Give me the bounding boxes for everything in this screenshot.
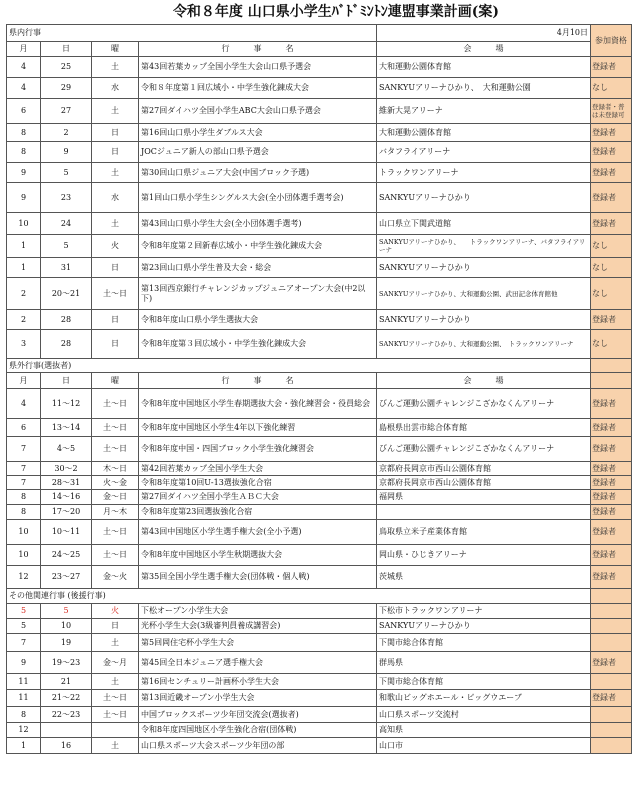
cell-qualification: 登録者 <box>591 419 632 437</box>
cell-day: 17～20 <box>41 505 92 520</box>
cell-event: 令和8年度第３回広域小・中学生強化錬成大会 <box>139 330 377 359</box>
cell-venue: バタフライアリーナ <box>377 142 591 163</box>
cell-day: 19 <box>41 634 92 652</box>
cell-venue: 大和運動公園体育館 <box>377 57 591 78</box>
cell-weekday: 土～日 <box>92 419 139 437</box>
cell-month: 7 <box>7 476 41 490</box>
cell-qualification: 登録者 <box>591 310 632 330</box>
cell-event: 第13回西京銀行チャレンジカップジュニアオープン大会(中2以下) <box>139 278 377 310</box>
qualification-cell <box>591 589 632 604</box>
cell-weekday: 金～月 <box>92 652 139 674</box>
cell-qualification: 登録者 <box>591 57 632 78</box>
cell-month: 4 <box>7 78 41 99</box>
cell-qualification <box>591 674 632 690</box>
cell-qualification <box>591 604 632 619</box>
cell-venue: 京都府長岡京市西山公園体育館 <box>377 476 591 490</box>
cell-qualification: 登録者 <box>591 490 632 505</box>
event-row <box>7 723 632 738</box>
event-row <box>7 566 632 589</box>
cell-qualification: 登録者 <box>591 142 632 163</box>
event-row <box>7 690 632 707</box>
cell-day: 10 <box>41 619 92 634</box>
cell-month: 9 <box>7 652 41 674</box>
cell-qualification: 登録者 <box>591 652 632 674</box>
cell-event: 令和8年度第23回選抜強化合宿 <box>139 505 377 520</box>
cell-day: 28～31 <box>41 476 92 490</box>
event-row <box>7 278 632 310</box>
cell-month: 2 <box>7 310 41 330</box>
cell-weekday: 土～日 <box>92 707 139 723</box>
cell-event: 第45回全日本ジュニア選手権大会 <box>139 652 377 674</box>
cell-day: 27 <box>41 99 92 124</box>
event-row <box>7 330 632 359</box>
cell-venue: SANKYUアリーナひかり、 大和運動公園 <box>377 78 591 99</box>
event-row <box>7 57 632 78</box>
cell-month: 5 <box>7 604 41 619</box>
cell-month: 9 <box>7 163 41 183</box>
cell-qualification: なし <box>591 78 632 99</box>
cell-month: 7 <box>7 462 41 476</box>
cell-day: 24～25 <box>41 545 92 566</box>
col-header-day: 日 <box>41 373 92 389</box>
event-row <box>7 520 632 545</box>
cell-event: 令和8年度中国・四国ブロック小学生強化練習会 <box>139 437 377 462</box>
cell-day: 29 <box>41 78 92 99</box>
cell-day: 31 <box>41 258 92 278</box>
cell-venue: SANKYUアリーナひかり、大和運動公園、武田記念体育館他 <box>377 278 591 310</box>
cell-month: 8 <box>7 490 41 505</box>
cell-day: 20～21 <box>41 278 92 310</box>
event-row <box>7 258 632 278</box>
event-row <box>7 99 632 124</box>
cell-event: 第23回山口県小学生普及大会・総会 <box>139 258 377 278</box>
cell-event: 光杯小学生大会(3級審判員養成講習会) <box>139 619 377 634</box>
cell-qualification: 登録者 <box>591 213 632 235</box>
cell-event: 第42回若葉カップ全国小学生大会 <box>139 462 377 476</box>
cell-qualification: 登録者 <box>591 124 632 142</box>
cell-weekday: 土 <box>92 674 139 690</box>
cell-month: 12 <box>7 723 41 738</box>
cell-month: 8 <box>7 124 41 142</box>
cell-venue: SANKYUアリーナひかり、 トラックワンアリーナ、バタフライアリーナ <box>377 235 591 258</box>
cell-event: 第27回ダイハツ全国小学生ABC大会山口県予選会 <box>139 99 377 124</box>
cell-event: 令和8年度中国地区小学生秋期選抜大会 <box>139 545 377 566</box>
event-row <box>7 738 632 754</box>
cell-event: 第43回山口県小学生大会(全小団体選手選考) <box>139 213 377 235</box>
cell-event: 令和8年度第２回新春広域小・中学生強化錬成大会 <box>139 235 377 258</box>
cell-day: 22～23 <box>41 707 92 723</box>
event-row <box>7 183 632 213</box>
cell-day: 16 <box>41 738 92 754</box>
col-header-venue: 会 場 <box>377 373 591 389</box>
cell-qualification <box>591 723 632 738</box>
cell-venue <box>377 505 591 520</box>
column-header-row <box>7 42 632 57</box>
column-header-row <box>7 373 632 389</box>
cell-weekday: 土 <box>92 99 139 124</box>
cell-venue: 島根県出雲市総合体育館 <box>377 419 591 437</box>
cell-qualification: 登録者 <box>591 476 632 490</box>
cell-qualification: 登録者 <box>591 389 632 419</box>
cell-weekday: 土～日 <box>92 690 139 707</box>
event-row <box>7 235 632 258</box>
event-row <box>7 707 632 723</box>
schedule-body <box>7 25 632 754</box>
cell-venue: 下関市総合体育館 <box>377 674 591 690</box>
cell-venue: 京都府長岡京市西山公園体育館 <box>377 462 591 476</box>
cell-month: 10 <box>7 545 41 566</box>
cell-month: 8 <box>7 707 41 723</box>
cell-day: 25 <box>41 57 92 78</box>
cell-event: 第30回山口県ジュニア大会(中国ブロック予選) <box>139 163 377 183</box>
cell-weekday: 土～日 <box>92 437 139 462</box>
cell-weekday: 土～日 <box>92 278 139 310</box>
cell-qualification: 登録者 <box>591 163 632 183</box>
cell-weekday: 日 <box>92 258 139 278</box>
cell-qualification <box>591 634 632 652</box>
cell-qualification: 登録者 <box>591 462 632 476</box>
cell-qualification: なし <box>591 278 632 310</box>
cell-weekday: 火 <box>92 604 139 619</box>
event-row <box>7 652 632 674</box>
col-header-weekday: 曜 <box>92 42 139 57</box>
cell-venue: SANKYUアリーナひかり、大和運動公園、 トラックワンアリーナ <box>377 330 591 359</box>
col-header-event: 行 事 名 <box>139 42 377 57</box>
cell-weekday: 土～日 <box>92 545 139 566</box>
cell-month: 11 <box>7 674 41 690</box>
cell-weekday: 土～日 <box>92 520 139 545</box>
cell-day: 9 <box>41 142 92 163</box>
cell-weekday: 水 <box>92 78 139 99</box>
cell-event: 第43回若葉カップ全国小学生大会山口県予選会 <box>139 57 377 78</box>
cell-qualification: 登録者 <box>591 545 632 566</box>
cell-day: 30～2 <box>41 462 92 476</box>
cell-qualification: 登録者 <box>591 566 632 589</box>
cell-day: 5 <box>41 235 92 258</box>
cell-day: 28 <box>41 310 92 330</box>
event-row <box>7 462 632 476</box>
cell-venue: 岡山県・ひじきアリーナ <box>377 545 591 566</box>
cell-event: 第1回山口県小学生シングルス大会(全小団体選手選考会) <box>139 183 377 213</box>
section-row <box>7 359 632 373</box>
event-row <box>7 419 632 437</box>
cell-month: 8 <box>7 505 41 520</box>
event-row <box>7 78 632 99</box>
cell-month: 12 <box>7 566 41 589</box>
cell-day: 2 <box>41 124 92 142</box>
cell-qualification <box>591 707 632 723</box>
cell-month: 10 <box>7 213 41 235</box>
cell-venue: SANKYUアリーナひかり <box>377 258 591 278</box>
cell-day: 13～14 <box>41 419 92 437</box>
cell-month: 9 <box>7 183 41 213</box>
cell-event: 令和8年度四国地区小学生強化合宿(団体戦) <box>139 723 377 738</box>
cell-weekday: 日 <box>92 330 139 359</box>
schedule-table <box>6 24 632 754</box>
cell-event: 中国ブロックスポーツ少年団交流会(選抜者) <box>139 707 377 723</box>
cell-event: 第16回センチュリー計画杯小学生大会 <box>139 674 377 690</box>
event-row <box>7 437 632 462</box>
cell-venue: SANKYUアリーナひかり <box>377 310 591 330</box>
cell-qualification: 登録者・普は未登録可 <box>591 99 632 124</box>
cell-qualification: 登録者 <box>591 183 632 213</box>
cell-venue: 茨城県 <box>377 566 591 589</box>
cell-day: 28 <box>41 330 92 359</box>
event-row <box>7 389 632 419</box>
cell-weekday: 日 <box>92 310 139 330</box>
cell-weekday: 金～火 <box>92 566 139 589</box>
event-row <box>7 490 632 505</box>
event-row <box>7 310 632 330</box>
cell-venue: 福岡県 <box>377 490 591 505</box>
cell-venue: 下関市総合体育館 <box>377 634 591 652</box>
cell-weekday: 木～日 <box>92 462 139 476</box>
cell-event: 第43回中国地区小学生選手権大会(全小予選) <box>139 520 377 545</box>
cell-event: 第5回岡住宅杯小学生大会 <box>139 634 377 652</box>
cell-venue: SANKYUアリーナひかり <box>377 183 591 213</box>
event-row <box>7 619 632 634</box>
cell-venue: SANKYUアリーナひかり <box>377 619 591 634</box>
event-row <box>7 674 632 690</box>
cell-event: 第16回山口県小学生ダブルス大会 <box>139 124 377 142</box>
cell-event: 第35回全国小学生選手権大会(団体戦・個人戦) <box>139 566 377 589</box>
cell-qualification: なし <box>591 258 632 278</box>
cell-event: 令和8年度第10回U-13選抜強化合宿 <box>139 476 377 490</box>
cell-weekday: 土 <box>92 57 139 78</box>
cell-event: 下松オープン小学生大会 <box>139 604 377 619</box>
event-row <box>7 634 632 652</box>
cell-qualification: 登録者 <box>591 520 632 545</box>
qualification-cell <box>591 373 632 389</box>
section-row <box>7 25 632 42</box>
event-row <box>7 545 632 566</box>
cell-weekday: 日 <box>92 142 139 163</box>
section-spacer <box>139 359 591 373</box>
col-header-day: 日 <box>41 42 92 57</box>
cell-weekday: 土 <box>92 213 139 235</box>
event-row <box>7 163 632 183</box>
section-row <box>7 589 632 604</box>
cell-event: 第13回近畿オープン小学生大会 <box>139 690 377 707</box>
cell-day: 14～16 <box>41 490 92 505</box>
event-row <box>7 604 632 619</box>
cell-venue: 高知県 <box>377 723 591 738</box>
qualification-cell <box>591 359 632 373</box>
cell-month: 8 <box>7 142 41 163</box>
cell-day: 5 <box>41 163 92 183</box>
cell-day: 4～5 <box>41 437 92 462</box>
section-title: その他関連行事 (後援行事) <box>7 589 139 604</box>
cell-month: 4 <box>7 57 41 78</box>
cell-event: JOCジュニア新人の部山口県予選会 <box>139 142 377 163</box>
col-header-weekday: 曜 <box>92 373 139 389</box>
cell-qualification: なし <box>591 330 632 359</box>
cell-day: 10～11 <box>41 520 92 545</box>
cell-event: 令和8年度中国地区小学生4年以下強化練習 <box>139 419 377 437</box>
cell-venue: トラックワンアリーナ <box>377 163 591 183</box>
cell-month: 3 <box>7 330 41 359</box>
cell-month: 10 <box>7 520 41 545</box>
cell-month: 6 <box>7 99 41 124</box>
cell-day: 19～23 <box>41 652 92 674</box>
cell-month: 2 <box>7 278 41 310</box>
cell-venue: 山口県立下関武道館 <box>377 213 591 235</box>
cell-venue: 鳥取県立米子産業体育館 <box>377 520 591 545</box>
cell-event: 令和8年度山口県小学生選抜大会 <box>139 310 377 330</box>
event-row <box>7 476 632 490</box>
cell-day: 24 <box>41 213 92 235</box>
event-row <box>7 142 632 163</box>
cell-month: 5 <box>7 619 41 634</box>
document-date: 4月10日 <box>377 25 591 42</box>
section-title: 県外行事(選抜者) <box>7 359 139 373</box>
cell-weekday: 土～日 <box>92 389 139 419</box>
col-header-venue: 会 場 <box>377 42 591 57</box>
cell-day: 11～12 <box>41 389 92 419</box>
cell-qualification <box>591 738 632 754</box>
cell-month: 1 <box>7 235 41 258</box>
cell-weekday: 金～日 <box>92 490 139 505</box>
cell-venue: びんご運動公園チャレンジこざかなくんアリーナ <box>377 437 591 462</box>
cell-weekday <box>92 723 139 738</box>
cell-weekday: 水 <box>92 183 139 213</box>
cell-event: 令和８年度第１回広域小・中学生強化錬成大会 <box>139 78 377 99</box>
cell-month: 6 <box>7 419 41 437</box>
event-row <box>7 213 632 235</box>
cell-month: 7 <box>7 634 41 652</box>
cell-qualification <box>591 619 632 634</box>
cell-event: 山口県スポーツ大会スポーツ少年団の部 <box>139 738 377 754</box>
cell-venue: 下松市トラックワンアリーナ <box>377 604 591 619</box>
col-header-event: 行 事 名 <box>139 373 377 389</box>
col-header-qualification: 参加資格 <box>591 25 632 57</box>
cell-weekday: 土 <box>92 163 139 183</box>
cell-day: 5 <box>41 604 92 619</box>
section-spacer <box>139 589 591 604</box>
cell-month: 1 <box>7 738 41 754</box>
cell-venue: 山口市 <box>377 738 591 754</box>
cell-qualification: 登録者 <box>591 505 632 520</box>
cell-month: 11 <box>7 690 41 707</box>
col-header-month: 月 <box>7 42 41 57</box>
cell-month: 4 <box>7 389 41 419</box>
cell-day: 23 <box>41 183 92 213</box>
cell-qualification: なし <box>591 235 632 258</box>
page-title: 令和８年度 山口県小学生ﾊﾞﾄﾞﾐﾝﾄﾝ連盟事業計画(案) <box>172 4 500 20</box>
cell-venue: 維新大晃アリーナ <box>377 99 591 124</box>
cell-event: 令和8年度中国地区小学生春期選抜大会・強化練習会・役員総会 <box>139 389 377 419</box>
cell-day: 21 <box>41 674 92 690</box>
cell-day: 21～22 <box>41 690 92 707</box>
cell-day <box>41 723 92 738</box>
cell-month: 7 <box>7 437 41 462</box>
cell-event: 第27回ダイハツ全国小学生ＡＢＣ大会 <box>139 490 377 505</box>
cell-venue: びんご運動公園チャレンジこざかなくんアリーナ <box>377 389 591 419</box>
event-row <box>7 124 632 142</box>
cell-weekday: 土 <box>92 634 139 652</box>
cell-qualification: 登録者 <box>591 690 632 707</box>
col-header-month: 月 <box>7 373 41 389</box>
event-row <box>7 505 632 520</box>
cell-venue: 群馬県 <box>377 652 591 674</box>
cell-venue: 山口県スポーツ交流村 <box>377 707 591 723</box>
cell-month: 1 <box>7 258 41 278</box>
section-title: 県内行事 <box>7 25 139 42</box>
cell-venue: 大和運動公園体育館 <box>377 124 591 142</box>
cell-qualification: 登録者 <box>591 437 632 462</box>
section-spacer <box>139 25 377 42</box>
cell-weekday: 火 <box>92 235 139 258</box>
cell-weekday: 土 <box>92 738 139 754</box>
cell-venue: 和歌山ビッグホエール・ビッグウエーブ <box>377 690 591 707</box>
cell-weekday: 日 <box>92 619 139 634</box>
cell-day: 23～27 <box>41 566 92 589</box>
cell-weekday: 日 <box>92 124 139 142</box>
cell-weekday: 月～木 <box>92 505 139 520</box>
cell-weekday: 火～金 <box>92 476 139 490</box>
